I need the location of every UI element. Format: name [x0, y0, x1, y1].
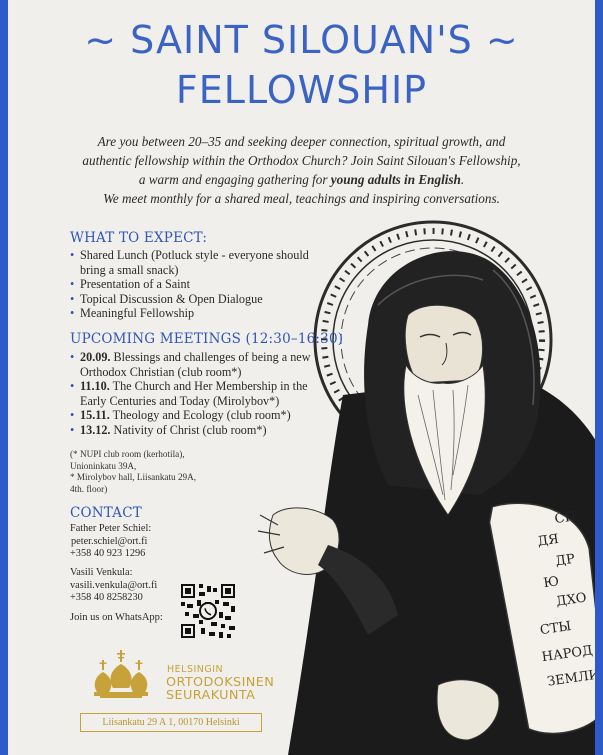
- contact-name: Vasili Venkula:: [70, 567, 133, 578]
- meeting-item: • 13.12. Nativity of Christ (club room*): [70, 423, 311, 438]
- intro-line: We meet monthly for a shared meal, teachings and inspiring conversations.: [103, 191, 500, 206]
- scroll-text: Ю: [542, 574, 561, 592]
- intro-line: authentic fellowship within the Orthodox Church? Join Saint Silouan's Fellowship,: [82, 153, 521, 168]
- scroll-text: НАРОД: [540, 643, 594, 666]
- meeting-item: • 11.10. The Church and Her Membership in the: [70, 379, 311, 394]
- expect-heading: WHAT TO EXPECT:: [70, 230, 208, 246]
- scroll-text: ЗЕМЛИ: [546, 667, 601, 690]
- contact-person-2: [70, 567, 157, 605]
- contact-heading: CONTACT: [70, 505, 142, 521]
- list-item: • Topical Discussion & Open Dialogue: [70, 292, 309, 307]
- expect-list: [70, 248, 309, 321]
- intro-emphasis: young adults in English: [330, 172, 461, 187]
- poster: [8, 0, 601, 755]
- face: [405, 305, 482, 383]
- intro-line: Are you between 20–35 and seeking deeper connection, spiritual growth, and: [97, 134, 506, 149]
- scroll-text: ДЯ: [536, 531, 560, 550]
- title-line-2: FELLOWSHIP: [175, 68, 428, 112]
- parish-name: HELSINGIN ORTODOKSINEN SEURAKUNTA: [166, 664, 275, 703]
- scroll-text: СП: [553, 509, 577, 528]
- whatsapp-label: Join us on WhatsApp:: [70, 612, 163, 623]
- intro-paragraph: [8, 132, 595, 208]
- contact-email[interactable]: peter.schiel@ort.fi: [71, 535, 148, 547]
- contact-phone[interactable]: +358 40 923 1296: [70, 548, 146, 559]
- meetings-heading: UPCOMING MEETINGS (12:30–16:30): [70, 331, 344, 347]
- parish-address: Liisankatu 29 A 1, 00170 Helsinki: [80, 713, 262, 732]
- contact-person-1: [70, 523, 151, 561]
- list-item: • Shared Lunch (Potluck style - everyone should: [70, 248, 309, 263]
- meetings-list: [70, 350, 311, 437]
- list-item: • Presentation of a Saint: [70, 277, 309, 292]
- venue-note: (* NUPI club room (kerhotila), Unioninkatu 39A, * Mirolybov hall, Liisankatu 29A, 4th. floor): [70, 449, 197, 494]
- contact-name: Father Peter Schiel:: [70, 523, 152, 534]
- list-item-continued: bring a small snack): [80, 262, 179, 277]
- meeting-item-continued: Orthodox Christian (club room*): [80, 364, 242, 379]
- contact-phone[interactable]: +358 40 8258230: [70, 592, 143, 603]
- meeting-item-continued: Early Centuries and Today (Mirolybov*): [80, 393, 280, 408]
- scroll-text: ДР: [554, 551, 576, 570]
- contact-email[interactable]: vasili.venkula@ort.fi: [70, 579, 158, 591]
- domes-icon: [80, 650, 162, 704]
- scroll-text: ДХО: [555, 590, 588, 610]
- meeting-item: • 20.09. Blessings and challenges of being a new: [70, 350, 311, 365]
- scroll-text: СТЫ: [539, 618, 573, 639]
- whatsapp-qr-code[interactable]: [181, 584, 235, 638]
- title-line-1: ~ SAINT SILOUAN'S ~: [84, 18, 519, 62]
- meeting-item: • 15.11. Theology and Ecology (club room*): [70, 408, 311, 423]
- list-item: • Meaningful Fellowship: [70, 306, 309, 321]
- intro-line: a warm and engaging gathering for young adults in English.: [138, 172, 465, 187]
